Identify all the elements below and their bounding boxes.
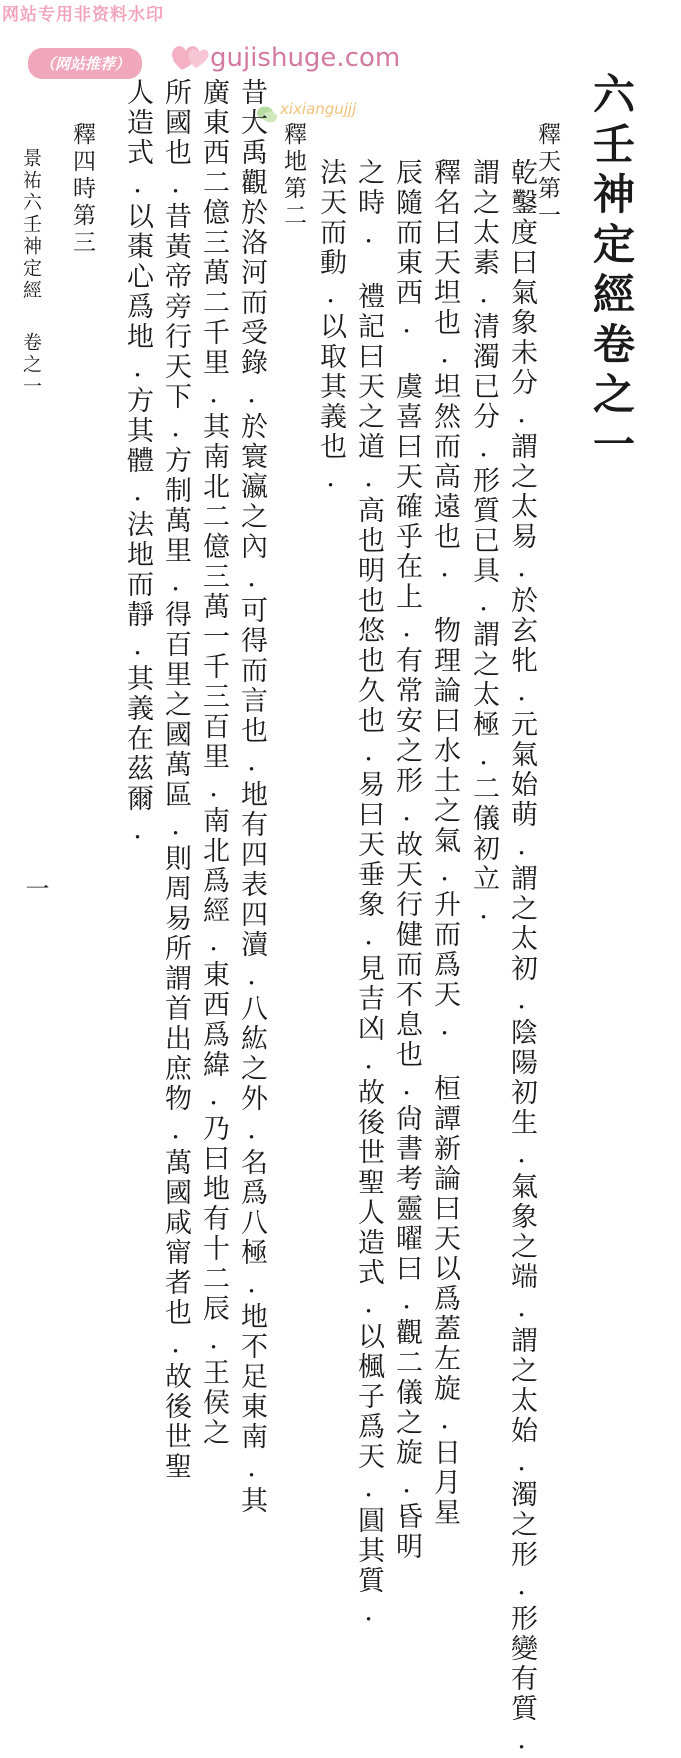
footer-book-title: 景祐六壬神定經 <box>20 148 42 302</box>
page-title: 六壬神定經卷之一 <box>587 72 636 472</box>
text-line: 謂之太素.清濁已分.形質已具.謂之太極.二儀初立. <box>468 158 499 928</box>
text-line: 所國也.昔黃帝旁行天下.方制萬里.得百里之國萬區.則周易所謂首出庶物.萬國咸甯者也.故後世聖 <box>160 78 191 1482</box>
watermark-site-url: gujishuge.com <box>210 43 401 73</box>
watermark-wechat-id: xixiangujjj <box>280 100 357 118</box>
text-line: 人造式.以棗心爲地.方其體.法地而靜.其義在茲爾. <box>122 78 153 848</box>
text-line: 法天而動.以取其義也. <box>315 158 346 496</box>
text-line: 釋名曰天坦也.坦然而高遠也. 物理論曰水土之氣.升而爲天. 桓譚新論曰天以爲蓋左旋.日月星 <box>429 158 460 1528</box>
section-heading-heaven: 釋天第一 <box>534 122 560 230</box>
text-line: 辰隨而東西. 虞喜曰天確乎在上.有常安之形.故天行健而不息也.尙書考靈曜曰.觀二儀之旋.昏明 <box>391 158 422 1562</box>
text-line: 之時. 禮記曰天之道.高也明也悠也久也.易曰天垂象.見吉凶.故後世聖人造式.以楓子爲天.圓其質. <box>353 158 384 1630</box>
section-heading-seasons: 釋四時第三 <box>69 122 95 257</box>
heart-icon <box>170 40 210 74</box>
watermark-top-text: 网站专用非资料水印 <box>2 5 164 25</box>
text-line: 昔大禹觀於洛河而受錄.於寰瀛之內.可得而言也.地有四表四瀆.八紘之外.名爲八極.地不足東南.其 <box>236 78 267 1516</box>
section-heading-earth: 釋地第二 <box>280 122 306 230</box>
page-number: 一 <box>21 876 49 900</box>
text-line: 廣東西二億三萬二千里.其南北二億三萬一千三百里.南北爲經.東西爲緯.乃曰地有十二辰.王侯之 <box>198 78 229 1448</box>
footer-volume: 卷之一 <box>20 332 42 398</box>
text-line: 乾鑿度曰氣象未分.謂之太易.於玄牝.元氣始萌.謂之太初.陰陽初生.氣象之端.謂之太始.濁之形.形變有質. <box>506 158 537 1758</box>
watermark-badge: （网站推荐） <box>28 48 142 79</box>
